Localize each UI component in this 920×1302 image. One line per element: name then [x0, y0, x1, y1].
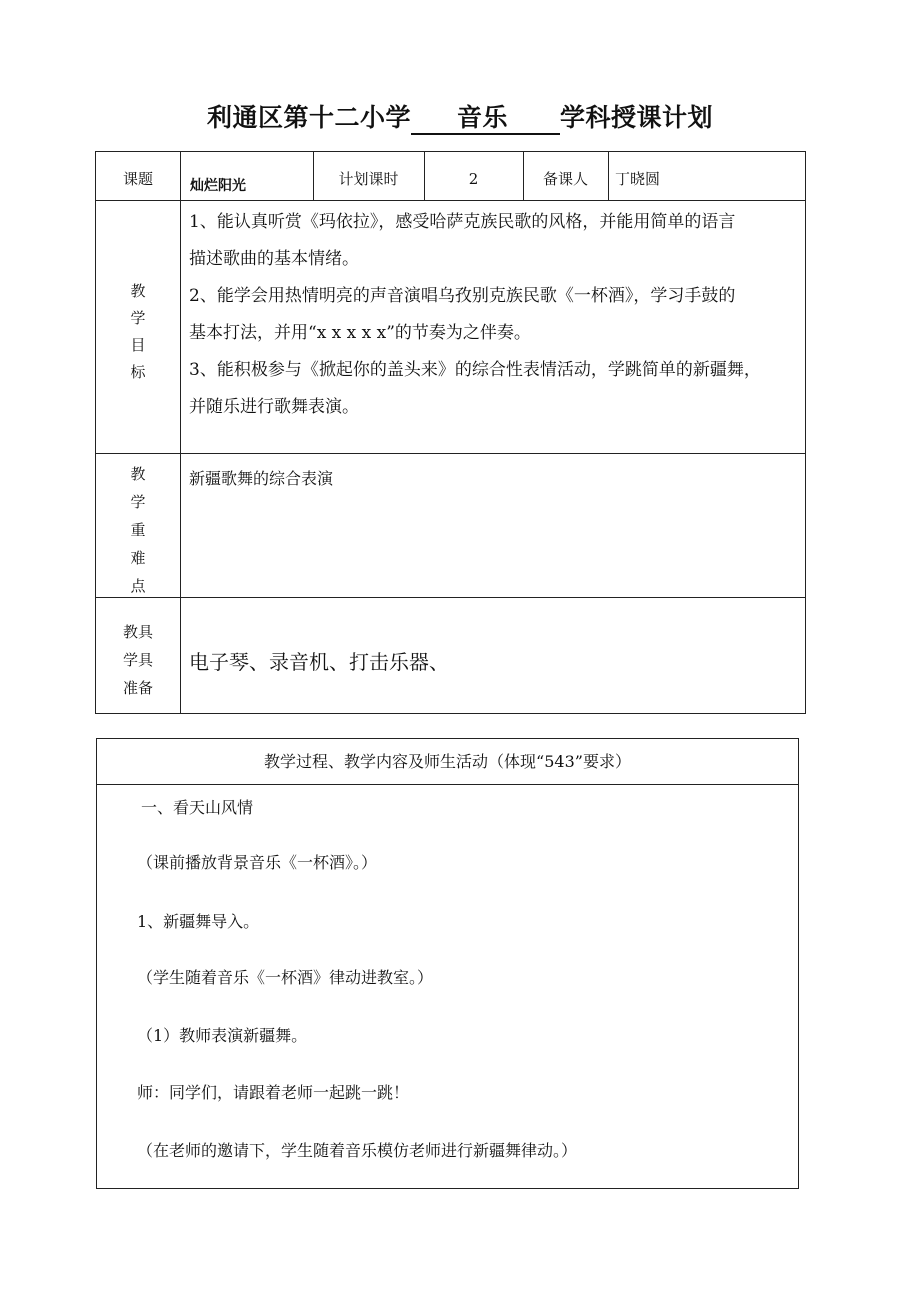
row-divider	[96, 453, 805, 454]
goals-label: 教 学 目 标	[130, 282, 146, 381]
teaching-goals	[189, 204, 801, 426]
goal-line: 3、能积极参与《掀起你的盖头来》的综合性表情活动，学跳简单的新疆舞，	[189, 360, 761, 380]
key-points-value: 新疆歌舞的综合表演	[189, 469, 334, 488]
goal-line: 1、能认真听赏《玛依拉》，感受哈萨克族民歌的风格，并能用简单的语言	[189, 212, 736, 232]
goal-line: 描述歌曲的基本情绪。	[189, 249, 359, 269]
school-name: 利通区第十二小学	[206, 103, 411, 132]
process-line: （课前播放背景音乐《一杯酒》。）	[137, 853, 378, 872]
planned-hours-value: 2	[468, 170, 479, 188]
subject-name: 音乐	[411, 104, 560, 135]
page-title	[0, 98, 920, 135]
process-header: 教学过程、教学内容及师生活动（体现“543”要求）	[97, 739, 798, 785]
goal-line: 并随乐进行歌舞表演。	[189, 397, 359, 417]
lesson-info-table	[95, 151, 806, 714]
row-divider	[96, 200, 805, 201]
process-line: 1、新疆舞导入。	[137, 912, 260, 931]
column-divider	[180, 152, 181, 714]
preparer-label: 备课人	[542, 170, 588, 188]
key-points-label: 教 学 重 难 点	[130, 465, 146, 595]
title-suffix: 学科授课计划	[560, 103, 714, 132]
process-line: 师：同学们，请跟着老师一起跳一跳！	[137, 1083, 410, 1102]
tools-value: 电子琴、录音机、打击乐器、	[189, 650, 449, 674]
row-divider	[96, 597, 805, 598]
process-line: 一、看天山风情	[141, 798, 254, 817]
goal-line: 2、能学会用热情明亮的声音演唱乌孜别克族民歌《一杯酒》，学习手鼓的	[189, 286, 736, 306]
process-line: （1）教师表演新疆舞。	[137, 1026, 308, 1045]
tools-label: 教具 学具 准备	[122, 623, 153, 697]
process-line: （学生随着音乐《一杯酒》律动进教室。）	[137, 968, 434, 987]
preparer-value: 丁晓圆	[615, 170, 661, 188]
process-line: （在老师的邀请下，学生随着音乐模仿老师进行新疆舞律动。）	[137, 1141, 578, 1160]
topic-value: 灿烂阳光	[190, 178, 246, 194]
teaching-process-table	[96, 738, 799, 1189]
goal-line: 基本打法，并用“x x x x x”的节奏为之伴奏。	[189, 323, 531, 343]
planned-hours-label: 计划课时	[338, 170, 399, 188]
topic-label: 课题	[122, 170, 153, 188]
column-divider	[608, 152, 609, 200]
